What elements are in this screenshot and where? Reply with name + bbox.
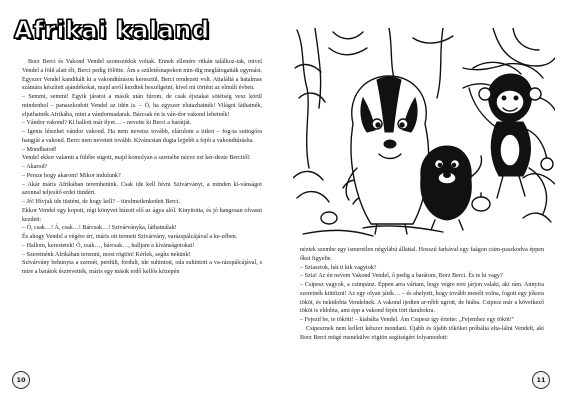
page-number-left: 10 xyxy=(12,371,30,389)
paragraph: – Vándor vakond? Ki hallott már ilyet… – nevette ki Berci a barátját. xyxy=(22,120,192,127)
left-text-column xyxy=(22,58,262,277)
page-number-right: 11 xyxy=(532,371,550,389)
paragraph: – Akár máris Afrikában teremhetünk. Csak ide kell hívni Szivárványt, a minden kí-vánságot azonnal teljesítő erdei tündért. xyxy=(22,181,262,197)
monkey-character-icon xyxy=(463,64,553,214)
paragraph: Ekkor Vendel egy kopott, régi könyvet húzott elő az ágya alól. Kinyitotta, és jó hangosan olvasni kezdett: xyxy=(22,207,262,223)
paragraph: – Csipesz vagyok, a csimpánz. Éppen arra vártam, hogy végre erre járjon valaki, aki rám. Annyira szeretnék kiütözni! Az egy olyan játék… – és ahelyett, hogy tovább mesélt volna, fogott egy jókora tököt, és nekidobta Vendelnek. A vakond ijedten ar-rébb ugrott, de hiába. Csipesz már a következő tököt is eldobta, ami épp a vakond fején tört darabokra. xyxy=(300,282,544,315)
page-title: Afrikai kaland xyxy=(14,16,210,44)
right-text-column xyxy=(300,246,544,342)
paragraph: – Szeretnénk Afrikában teremni, most rögtön! Kérlek, segíts nekünk! xyxy=(22,251,191,258)
paragraph: – Semmi, semmi! Egyik járatot a másik után fúrom, de csak éjszakai sötétség vesz körül mindenhol – panaszkodott Vendel az idén is. – Ó, ha egyszer elutazhatnék! Világot láthatnék, eljuthatnék Afrikába, mint a vándormadarak. Bárcsak én is ván-dor vakond lehetnék! xyxy=(22,94,262,118)
paragraph: – Szia! Az én nevem Vakond Vendel, ő pedig a barátom, Borz Berci. És te ki vagy? xyxy=(300,273,503,280)
paragraph: – Fejezd be, te tökött! – kiabálta Vendel. Ám Csipesz így értette: „Fejemhez egy tököt!" xyxy=(300,317,515,323)
paragraph: – Akarod? xyxy=(22,164,48,170)
paragraph: És ahogy Vendel a végére ért, máris ott termett Szivárvány, varázspálcájával a ke-zében. xyxy=(22,234,238,240)
paragraph: – Jó! Hívjuk ide tüstént, de hogy kell? – türelmetlenkedett Berci. xyxy=(22,199,181,205)
paragraph: Szivárvány behunyta a szemét, perdült, fordult, ide suhintott, oda suhintott a va-rázspálcájával, s mire a barátok észrevették, máris egy másik erdő kellős közepén xyxy=(22,260,262,275)
paragraph: Vendel ekkor valamit a fülébe súgott, majd komolyan a szemébe nézve ezt kér-dezte Bercitől: xyxy=(22,155,251,162)
paragraph: – Igenis létezhet vándor vakond. Ha nem nevetsz tovább, elárulom a titkot – fog-ta suttogóra hangját a vakond. Berci nem nevetett tovább. Kíváncsian dugta lejjebb a fejét a vakondtúrásba. xyxy=(22,129,262,144)
paragraph: Borz Berci és Vakond Vendel szomszédok voltak. Ennek ellenére ritkán találkoz-tak, mivel Vendel a föld alatt élt, Berci pedig fölötte. Ám a születésnapokon min-dig meglátogatták egymást. Egyszer Vendel kandikált ki a vakondtúráson keresztül, Berci rendezett volt. Attaláltá a hatalmas számára készített ajándékokat, majd arról kezdtek beszélgetni, kivel mi történt az elmúlt évben. xyxy=(22,59,262,92)
paragraph: néztek szembe egy ismeretlen négylábú állattal. Hosszú farkával egy faágon csim-paszkodva éppen őket figyelte. xyxy=(300,247,544,262)
jungle-illustration xyxy=(293,28,555,242)
paragraph: – Sziasztok, hát ti kik vagytok? xyxy=(300,264,377,271)
paragraph: – Hallom, kerestetek! Ó, csak…, bárcsak…, halljam a kívánságotokat! xyxy=(22,242,195,249)
paragraph: – Persze hogy akarom! Mikor indulunk? xyxy=(22,172,121,179)
paragraph: Csipesznek nem kellett kétszer mondani. Újabb és újabb tököket próbálta elta-lálni Vendelt, aki Borz Berci mögé menekülve rögtön segítségért folyamodott: xyxy=(300,325,544,341)
paragraph: – Ó, csak…! Á, csak…! Bárcsak…! Szivárványka, láthatnálak! xyxy=(22,225,177,232)
badger-character-icon xyxy=(346,76,440,234)
mole-character-icon xyxy=(421,146,482,230)
paragraph: – Mondhatod! xyxy=(22,146,57,153)
